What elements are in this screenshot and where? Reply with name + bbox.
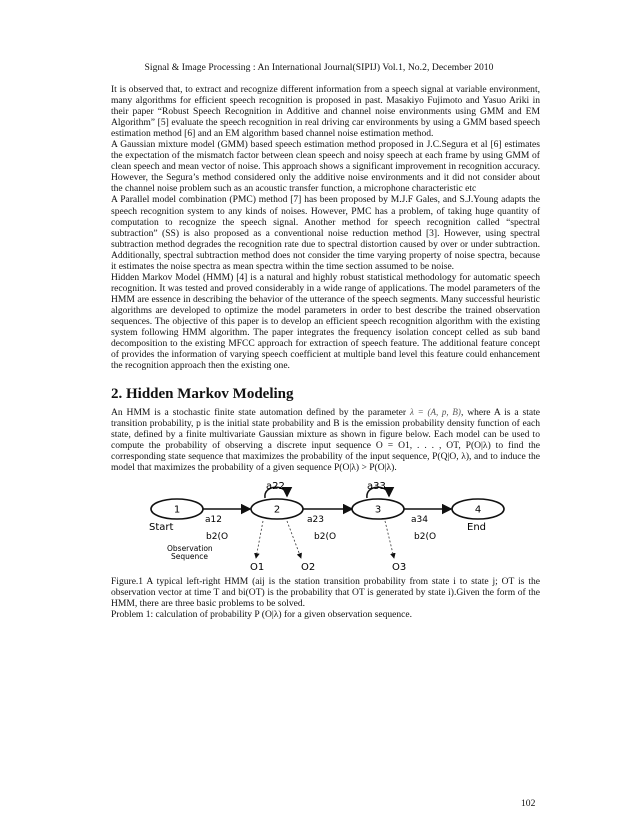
label-a12: a12 — [205, 514, 222, 525]
paragraph-1: It is observed that, to extract and recognize different information from a speech signal at variable environment, many algorithms for efficient speech recognition is proposed in past. Masakiyo Fujimoto and Yasuo Ariki in their paper “Robust Speech Recognition in Additive and channel noise environments using GMM and EM Algorithm” [5] evaluate the speech recognition in real driving car environments by using a GMM based speech estimation method [6] and an EM algorithm based channel noise estimation method. — [111, 84, 540, 140]
end-label: End — [467, 521, 487, 533]
running-header: Signal & Image Processing : An International Journal(SIPIJ) Vol.1, No.2, December 2010 — [144, 62, 494, 73]
hmm-diagram-svg — [111, 482, 540, 576]
obs-seq-label-1: Observation — [167, 543, 213, 553]
emission-label-1: b2(O — [206, 531, 229, 542]
emission-arrow-2 — [287, 521, 301, 558]
start-label: Start — [149, 521, 174, 533]
main-text — [111, 84, 540, 620]
label-a22: a22 — [266, 481, 285, 492]
lambda-formula: λ = (A, p, B) — [409, 407, 461, 418]
section-text-before: An HMM is a stochastic finite state automation defined by the parameter — [111, 407, 407, 419]
emission-label-3: b2(O — [414, 531, 437, 542]
label-a23: a23 — [307, 514, 324, 525]
label-a33: a33 — [367, 481, 386, 492]
emission-arrow-1 — [256, 521, 263, 558]
observation-1: O1 — [250, 561, 265, 573]
problem-1: Problem 1: calculation of probability P (O|λ) for a given observation sequence. — [111, 608, 412, 620]
state-2-label: 2 — [273, 504, 281, 515]
state-1-label: 1 — [173, 504, 181, 515]
page-number: 102 — [521, 798, 536, 809]
obs-seq-label-2: Sequence — [171, 551, 208, 561]
emission-label-2: b2(O — [314, 531, 337, 542]
state-4-label: 4 — [474, 504, 482, 515]
observation-3: O3 — [392, 561, 407, 573]
hmm-diagram — [111, 482, 540, 576]
figure-caption: Figure.1 A typical left-right HMM (aij is the station transition probability from state i to state j; OT is the observation vector at time T and bi(OT) is the probability that OT is generated by state i).Given the form of the HMM, there are three basic problems to be solved. — [111, 575, 540, 609]
paragraph-2: A Gaussian mixture model (GMM) based speech estimation method proposed in J.C.Segura et al [6] estimates the expectation of the mismatch factor between clean speech and noisy speech at each frame by using GMM of clean speech and mean vector of noise. This approach shows a significant improvement in recognition accuracy. However, the Segura’s method considered only the additive noise environments and it did not consider about the channel noise problem such as an acoustic transfer function, a microphone characteristic etc — [111, 139, 540, 195]
emission-arrow-3 — [385, 521, 394, 558]
observation-2: O2 — [301, 561, 316, 573]
paragraph-4: Hidden Markov Model (HMM) [4] is a natural and highly robust statistical methodology for automatic speech recognition. It was tested and proved considerably in a wide range of applications. The model parameters of the HMM are essence in describing the behavior of the utterance of the speech segments. Many successful heuristic algorithms are developed to optimize the model parameters in order to best describe the trained observation sequences. The objective of this paper is to develop an efficient speech recognition algorithm with the existing system following HMM algorithm. The paper integrates the frequency isolation concept celled as sub band decomposition to the existing MFCC approach for extraction of speech feature. The additional feature concept of provides the information of varying speech coefficient at multiple band level this feature could enhancement the recognition approach then the existing one. — [111, 271, 540, 372]
section-paragraph — [111, 407, 540, 473]
section-heading: 2. Hidden Markov Modeling — [111, 386, 294, 403]
label-a34: a34 — [411, 514, 428, 525]
state-3-label: 3 — [374, 504, 382, 515]
section-text-after: , where A is a state transition probability, p is the initial state probability and B is the emission probability density function of each state, defined by a finite multivariate Gaussian mixture as shown in figure below. Each model can be used to compute the probability of observing a discrete input sequence O = O1, . . . , OT, P(O|λ) to find the corresponding state sequence that maximizes the probability of the input sequence, P(Q|O, λ), and to induce the model that maximizes the probability of a given sequence P(O|λ) > P(O|λ). — [111, 407, 540, 474]
paragraph-3: A Parallel model combination (PMC) method [7] has been proposed by M.J.F Gales, and S.J.Young adapts the speech recognition system to any kinds of noises. However, PMC has a problem, of taking huge quantity of computation to recognize the speech signal. Another method for speech recognition called “spectral subtraction” (SS) is also proposed as a conventional noise reduction method [3]. However, using spectral subtraction method degrades the recognition rate due to spectral distortion caused by over or under subtraction. Additionally, spectral subtraction method does not consider the time varying property of noise spectra, because it estimates the noise spectra as mean spectra within the time section assumed to be noise. — [111, 194, 540, 272]
